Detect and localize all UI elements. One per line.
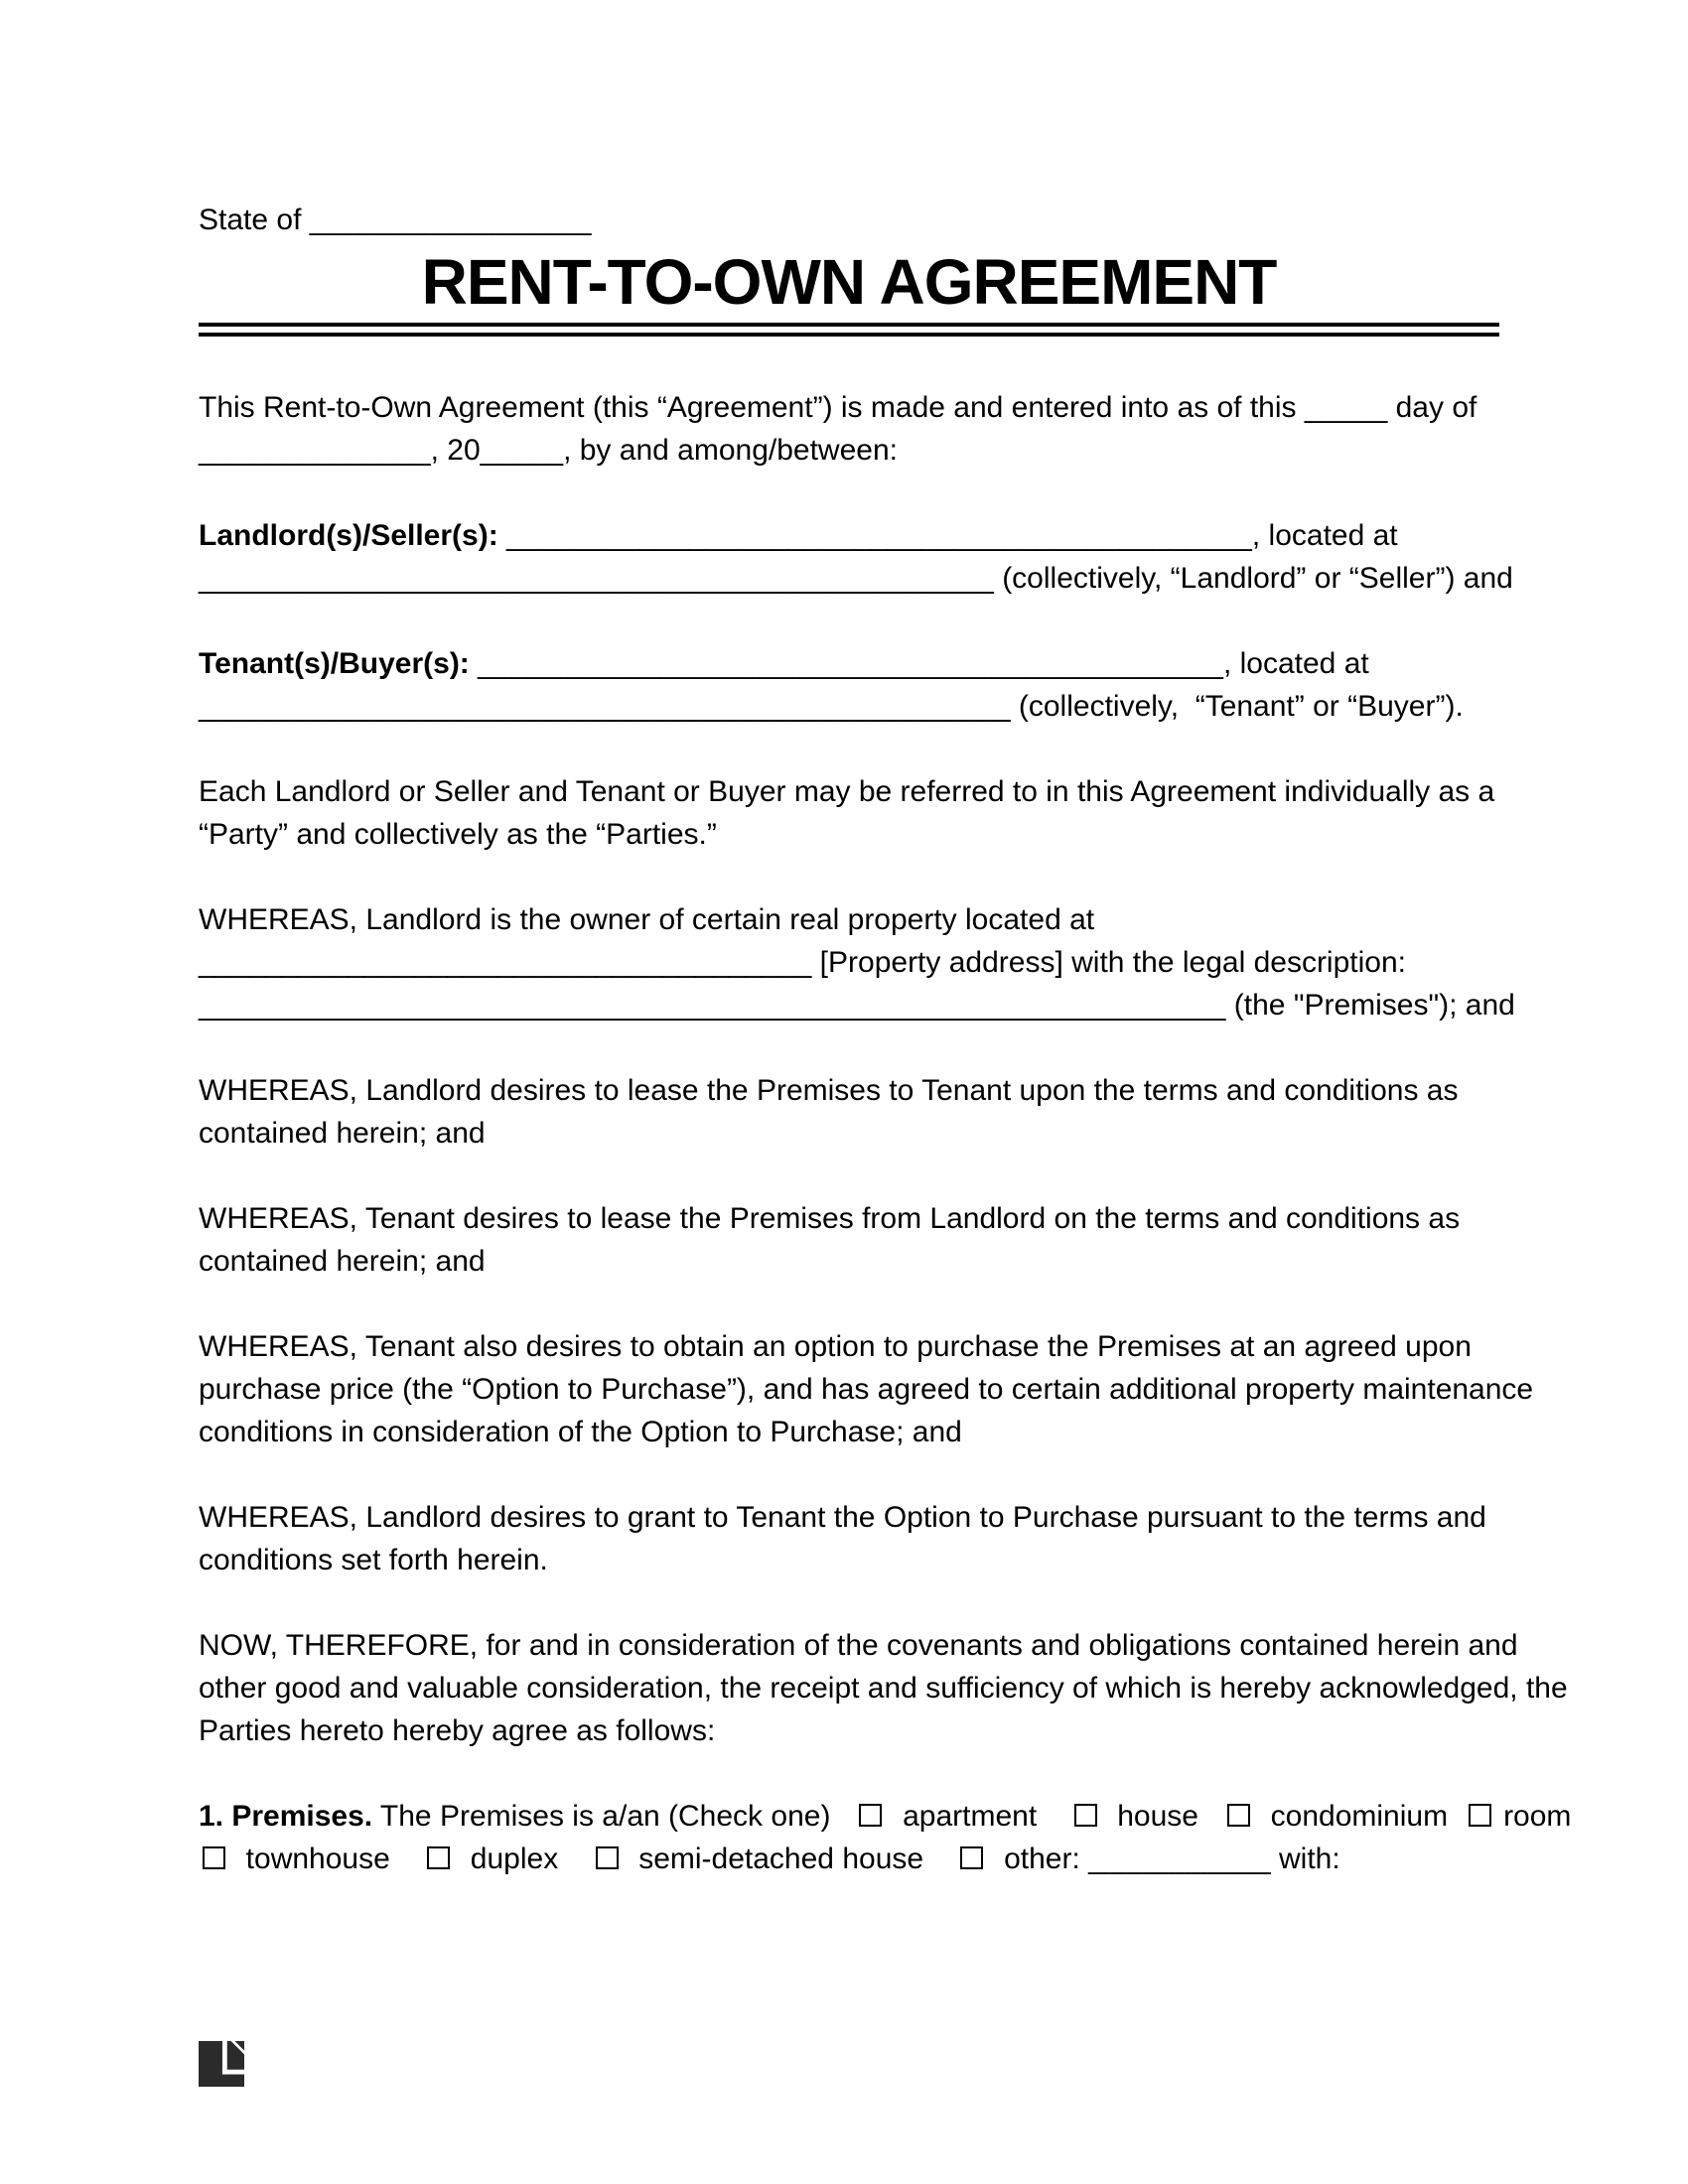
text-line [199,514,1499,557]
checkbox-other[interactable] [960,1846,983,1869]
text-run: (collectively, “Landlord” or “Seller”) and [993,562,1513,596]
text-run: townhouse [229,1843,424,1876]
paragraph-whereas-landlord-lease [199,1069,1499,1155]
legaltemplates-logo-icon [199,2041,244,2087]
text-line [199,685,1499,728]
paragraph-whereas-tenant-lease [199,1197,1499,1283]
document-content [199,199,1572,1923]
text-line [199,386,1499,429]
text-run: , by and among/between: [563,434,898,468]
checkbox-room[interactable] [1469,1804,1491,1827]
text-run: NOW, THEREFORE, for and in consideration of the covenants and obligations contained herein and [199,1629,1518,1663]
text-run: This Rent-to-Own Agreement (this “Agreement”) is made and entered into as of this [199,391,1305,425]
text-line [199,941,1499,984]
text-line [199,1795,1572,1838]
checkbox-semi-detached-house[interactable] [596,1846,619,1869]
state-blank-field[interactable]: _________________ [309,204,592,236]
paragraph-tenant [199,642,1499,728]
text-run: semi-detached house [622,1843,957,1876]
text-run: condominium [1253,1800,1465,1834]
paragraph-landlord [199,514,1513,600]
text-line [199,1240,1499,1283]
text-run: WHEREAS, Landlord is the owner of certain real property located at [199,903,1095,937]
text-line [199,642,1499,685]
text-line [199,898,1499,941]
paragraph-premises [199,1795,1572,1880]
text-line [199,770,1499,813]
checkbox-condominium[interactable] [1227,1804,1250,1827]
paragraphs [199,386,1572,1880]
text-run: contained herein; and [199,1117,486,1151]
blank-field[interactable]: _____ [1304,391,1388,425]
text-run: , located at [1222,647,1369,681]
text-line [199,984,1515,1026]
text-run: (the "Premises"); and [1225,989,1515,1023]
state-of-label: State of [199,204,310,236]
text-run: Each Landlord or Seller and Tenant or Buyer may be referred to in this Agreement individually as a [199,775,1495,809]
text-line [199,429,1499,472]
text-line [199,557,1513,600]
text-run: day of [1387,391,1477,425]
text-run: WHEREAS, Tenant also desires to obtain an option to purchase the Premises at an agreed upon [199,1330,1472,1364]
text-line [199,1709,1499,1752]
text-run: duplex [454,1843,592,1876]
blank-field[interactable]: _____________________________________________ [478,647,1223,681]
text-run: , located at [1251,519,1398,553]
page-title: RENT-TO-OWN AGREEMENT [421,246,1277,318]
text-line [199,1069,1499,1112]
blank-field[interactable]: _____ [480,434,564,468]
blank-field[interactable]: ________________________________________________ [199,562,994,596]
text-run: with: [1270,1843,1340,1876]
text-run: WHEREAS, Landlord desires to grant to Tenant the Option to Purchase pursuant to the terms and [199,1501,1486,1535]
paragraph-parties [199,770,1499,856]
blank-field[interactable]: ______________________________________________________________ [199,989,1226,1023]
blank-field[interactable]: ______________ [199,434,431,468]
text-run: [Property address] with the legal description: [811,946,1406,980]
text-line [199,1539,1499,1581]
text-run: WHEREAS, Tenant desires to lease the Premises from Landlord on the terms and conditions as [199,1202,1461,1236]
title-double-rule [199,323,1499,337]
checkbox-duplex[interactable] [427,1846,450,1869]
checkbox-townhouse[interactable] [203,1846,225,1869]
text-run: room [1494,1800,1572,1834]
text-line [199,1496,1499,1539]
text-run: 1. Premises. [199,1800,373,1834]
text-run: other good and valuable consideration, the receipt and sufficiency of which is hereby acknowledged, the [199,1672,1568,1706]
checkbox-apartment[interactable] [859,1804,882,1827]
text-run: contained herein; and [199,1245,486,1279]
blank-field[interactable]: _____________________________________________ [506,519,1252,553]
text-run: The Premises is a/an (Check one) [372,1800,856,1834]
text-run: conditions set forth herein. [199,1544,548,1577]
text-line [199,1411,1499,1453]
text-line [199,1325,1499,1368]
text-run: purchase price (the “Option to Purchase”), and has agreed to certain additional property maintenance [199,1373,1534,1407]
blank-field[interactable]: _________________________________________________ [199,690,1011,724]
text-run: apartment [886,1800,1070,1834]
blank-field[interactable]: _____________________________________ [199,946,812,980]
blank-field[interactable]: ___________ [1088,1843,1271,1876]
text-line [199,1838,1499,1880]
paragraph-whereas-option [199,1325,1534,1453]
text-run: Tenant(s)/Buyer(s): [199,647,479,681]
text-line [199,1624,1518,1667]
text-run: (collectively, “Tenant” or “Buyer”). [1010,690,1464,724]
text-run: Parties hereto hereby agree as follows: [199,1714,716,1748]
text-run: Landlord(s)/Seller(s): [199,519,507,553]
text-run: , 20 [430,434,481,468]
text-run: other: [987,1843,1089,1876]
text-run: house [1100,1800,1223,1834]
text-line [199,1368,1534,1411]
text-run: WHEREAS, Landlord desires to lease the Premises to Tenant upon the terms and conditions as [199,1074,1459,1108]
paragraph-whereas-grant [199,1496,1499,1581]
text-line [199,1667,1568,1709]
checkbox-house[interactable] [1074,1804,1097,1827]
state-of-line [199,199,1499,241]
text-run: conditions in consideration of the Option to Purchase; and [199,1416,962,1449]
paragraph-whereas-owner [199,898,1515,1026]
text-line [199,1197,1499,1240]
paragraph-now-therefore [199,1624,1568,1752]
paragraph-intro [199,386,1499,472]
text-run: “Party” and collectively as the “Parties.” [199,818,717,852]
text-line [199,813,1499,856]
text-line [199,1112,1499,1155]
